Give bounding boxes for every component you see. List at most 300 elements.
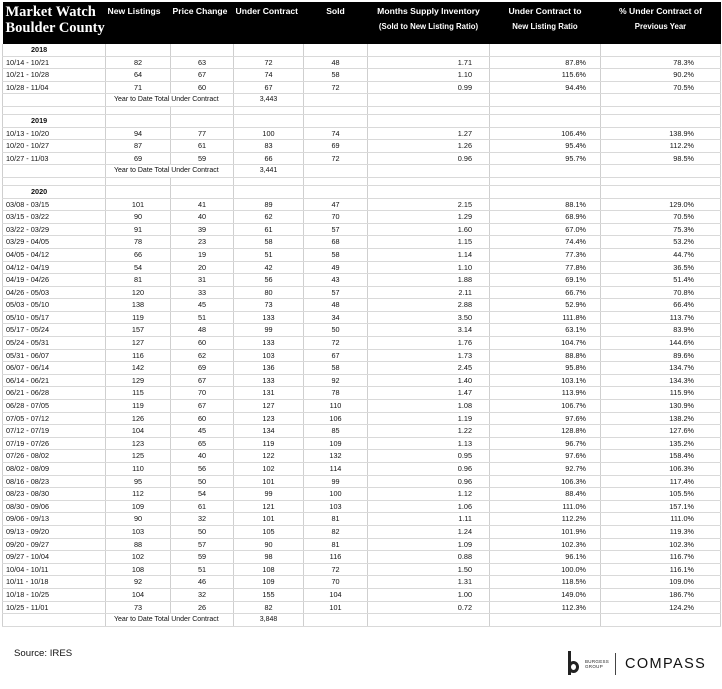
empty-cell — [368, 614, 490, 627]
under-contract-cell: 61 — [234, 223, 304, 236]
col-pct-prev-line1: % Under Contract of — [618, 6, 703, 16]
pct-prev-year-cell: 117.4% — [601, 475, 721, 488]
empty-cell — [490, 114, 601, 127]
ytd-total-value: 3,443 — [234, 94, 304, 107]
table-row — [3, 463, 721, 476]
table-row — [3, 140, 721, 153]
table-row — [3, 425, 721, 438]
empty-cell — [490, 106, 601, 114]
new-listings-cell: 88 — [106, 538, 171, 551]
week-range-cell: 09/06 - 09/13 — [3, 513, 106, 526]
uc-ratio-cell: 67.0% — [490, 223, 601, 236]
sold-cell: 81 — [304, 538, 368, 551]
sold-cell: 72 — [304, 563, 368, 576]
sold-cell: 92 — [304, 374, 368, 387]
pct-prev-year-cell: 102.3% — [601, 538, 721, 551]
new-listings-cell: 138 — [106, 299, 171, 312]
week-range-cell: 03/29 - 04/05 — [3, 236, 106, 249]
uc-ratio-cell: 106.3% — [490, 475, 601, 488]
empty-cell — [304, 614, 368, 627]
new-listings-cell: 115 — [106, 387, 171, 400]
uc-ratio-cell: 96.1% — [490, 551, 601, 564]
empty-cell — [601, 94, 721, 107]
year-label: 2019 — [3, 114, 106, 127]
empty-cell — [490, 44, 601, 56]
months-supply-cell: 0.96 — [368, 463, 490, 476]
sold-cell: 50 — [304, 324, 368, 337]
empty-cell — [171, 177, 234, 185]
months-supply-cell: 1.50 — [368, 563, 490, 576]
price-change-cell: 50 — [171, 475, 234, 488]
empty-cell — [304, 106, 368, 114]
empty-cell — [368, 106, 490, 114]
uc-ratio-cell: 63.1% — [490, 324, 601, 337]
uc-ratio-cell: 77.8% — [490, 261, 601, 274]
empty-cell — [171, 44, 234, 56]
new-listings-cell: 54 — [106, 261, 171, 274]
new-listings-cell: 123 — [106, 437, 171, 450]
pct-prev-year-cell: 158.4% — [601, 450, 721, 463]
pct-prev-year-cell: 70.5% — [601, 211, 721, 224]
empty-cell — [106, 106, 171, 114]
new-listings-cell: 82 — [106, 56, 171, 69]
sold-cell: 48 — [304, 56, 368, 69]
under-contract-cell: 133 — [234, 311, 304, 324]
week-range-cell: 05/24 - 05/31 — [3, 337, 106, 350]
new-listings-cell: 102 — [106, 551, 171, 564]
uc-ratio-cell: 106.4% — [490, 127, 601, 140]
price-change-cell: 60 — [171, 337, 234, 350]
week-range-cell: 09/27 - 10/04 — [3, 551, 106, 564]
price-change-cell: 46 — [171, 576, 234, 589]
months-supply-cell: 1.29 — [368, 211, 490, 224]
table-row — [3, 198, 721, 211]
year-row — [3, 44, 721, 56]
under-contract-cell: 74 — [234, 69, 304, 82]
empty-cell — [171, 114, 234, 127]
col-uc-ratio-line2: New Listing Ratio — [512, 22, 578, 31]
year-label: 2018 — [3, 44, 106, 56]
week-range-cell: 10/20 - 10/27 — [3, 140, 106, 153]
empty-cell — [601, 185, 721, 198]
sold-cell: 110 — [304, 400, 368, 413]
price-change-cell: 62 — [171, 349, 234, 362]
pct-prev-year-cell: 134.7% — [601, 362, 721, 375]
new-listings-cell: 104 — [106, 425, 171, 438]
empty-cell — [3, 106, 106, 114]
pct-prev-year-cell: 53.2% — [601, 236, 721, 249]
week-range-cell: 04/05 - 04/12 — [3, 248, 106, 261]
sold-cell: 72 — [304, 152, 368, 165]
empty-cell — [304, 94, 368, 107]
uc-ratio-cell: 106.7% — [490, 400, 601, 413]
sold-cell: 43 — [304, 274, 368, 287]
new-listings-cell: 142 — [106, 362, 171, 375]
week-range-cell: 08/30 - 09/06 — [3, 500, 106, 513]
price-change-cell: 26 — [171, 601, 234, 614]
months-supply-cell: 1.14 — [368, 248, 490, 261]
months-supply-cell: 1.40 — [368, 374, 490, 387]
week-range-cell: 10/25 - 11/01 — [3, 601, 106, 614]
week-range-cell: 10/27 - 11/03 — [3, 152, 106, 165]
months-supply-cell: 1.06 — [368, 500, 490, 513]
week-range-cell: 06/28 - 07/05 — [3, 400, 106, 413]
uc-ratio-cell: 95.4% — [490, 140, 601, 153]
week-range-cell: 04/12 - 04/19 — [3, 261, 106, 274]
table-row — [3, 349, 721, 362]
burgess-group-wordmark: BURGESS GROUP — [585, 659, 610, 669]
price-change-cell: 48 — [171, 324, 234, 337]
new-listings-cell: 119 — [106, 400, 171, 413]
year-row — [3, 185, 721, 198]
empty-cell — [234, 185, 304, 198]
price-change-cell: 19 — [171, 248, 234, 261]
sold-cell: 72 — [304, 337, 368, 350]
empty-cell — [234, 177, 304, 185]
empty-cell — [601, 614, 721, 627]
sold-cell: 82 — [304, 525, 368, 538]
pct-prev-year-cell: 130.9% — [601, 400, 721, 413]
months-supply-cell: 1.27 — [368, 127, 490, 140]
col-new-listings: New Listings — [106, 2, 171, 44]
price-change-cell: 60 — [171, 412, 234, 425]
week-range-cell: 10/13 - 10/20 — [3, 127, 106, 140]
price-change-cell: 33 — [171, 286, 234, 299]
sold-cell: 57 — [304, 286, 368, 299]
new-listings-cell: 126 — [106, 412, 171, 425]
sold-cell: 72 — [304, 81, 368, 94]
sold-cell: 34 — [304, 311, 368, 324]
price-change-cell: 39 — [171, 223, 234, 236]
months-supply-cell: 1.47 — [368, 387, 490, 400]
price-change-cell: 20 — [171, 261, 234, 274]
new-listings-cell: 81 — [106, 274, 171, 287]
empty-cell — [3, 177, 106, 185]
price-change-cell: 61 — [171, 140, 234, 153]
uc-ratio-cell: 96.7% — [490, 437, 601, 450]
pct-prev-year-cell: 115.9% — [601, 387, 721, 400]
ytd-total-row — [3, 614, 721, 627]
empty-cell — [304, 165, 368, 178]
pct-prev-year-cell: 129.0% — [601, 198, 721, 211]
new-listings-cell: 119 — [106, 311, 171, 324]
empty-cell — [304, 185, 368, 198]
new-listings-cell: 157 — [106, 324, 171, 337]
empty-cell — [490, 94, 601, 107]
under-contract-cell: 133 — [234, 337, 304, 350]
uc-ratio-cell: 103.1% — [490, 374, 601, 387]
months-supply-cell: 3.50 — [368, 311, 490, 324]
burgess-group-logo-icon — [565, 651, 583, 677]
uc-ratio-cell: 118.5% — [490, 576, 601, 589]
months-supply-cell: 1.60 — [368, 223, 490, 236]
empty-cell — [106, 185, 171, 198]
table-row — [3, 437, 721, 450]
ytd-total-row — [3, 165, 721, 178]
new-listings-cell: 95 — [106, 475, 171, 488]
months-supply-cell: 2.45 — [368, 362, 490, 375]
week-range-cell: 03/08 - 03/15 — [3, 198, 106, 211]
new-listings-cell: 103 — [106, 525, 171, 538]
price-change-cell: 40 — [171, 450, 234, 463]
months-supply-cell: 1.19 — [368, 412, 490, 425]
empty-cell — [490, 177, 601, 185]
empty-cell — [106, 44, 171, 56]
sold-cell: 70 — [304, 576, 368, 589]
price-change-cell: 59 — [171, 551, 234, 564]
empty-cell — [368, 177, 490, 185]
market-watch-sheet — [2, 2, 720, 627]
new-listings-cell: 110 — [106, 463, 171, 476]
week-range-cell: 09/13 - 09/20 — [3, 525, 106, 538]
empty-cell — [304, 177, 368, 185]
week-range-cell: 10/14 - 10/21 — [3, 56, 106, 69]
table-row — [3, 563, 721, 576]
under-contract-cell: 133 — [234, 374, 304, 387]
empty-cell — [171, 106, 234, 114]
price-change-cell: 54 — [171, 488, 234, 501]
under-contract-cell: 62 — [234, 211, 304, 224]
sold-cell: 47 — [304, 198, 368, 211]
sold-cell: 116 — [304, 551, 368, 564]
months-supply-cell: 0.96 — [368, 475, 490, 488]
new-listings-cell: 69 — [106, 152, 171, 165]
uc-ratio-cell: 115.6% — [490, 69, 601, 82]
price-change-cell: 31 — [171, 274, 234, 287]
months-supply-cell: 3.14 — [368, 324, 490, 337]
under-contract-cell: 105 — [234, 525, 304, 538]
table-row — [3, 337, 721, 350]
new-listings-cell: 87 — [106, 140, 171, 153]
under-contract-cell: 109 — [234, 576, 304, 589]
sold-cell: 132 — [304, 450, 368, 463]
months-supply-cell: 0.99 — [368, 81, 490, 94]
uc-ratio-cell: 74.4% — [490, 236, 601, 249]
week-range-cell: 07/26 - 08/02 — [3, 450, 106, 463]
sold-cell: 58 — [304, 248, 368, 261]
table-row — [3, 261, 721, 274]
week-range-cell: 08/16 - 08/23 — [3, 475, 106, 488]
months-supply-cell: 1.26 — [368, 140, 490, 153]
under-contract-cell: 90 — [234, 538, 304, 551]
uc-ratio-cell: 113.9% — [490, 387, 601, 400]
pct-prev-year-cell: 66.4% — [601, 299, 721, 312]
uc-ratio-cell: 100.0% — [490, 563, 601, 576]
week-range-cell: 05/31 - 06/07 — [3, 349, 106, 362]
under-contract-cell: 83 — [234, 140, 304, 153]
ytd-label: Year to Date Total Under Contract — [106, 94, 234, 107]
empty-cell — [368, 165, 490, 178]
months-supply-cell: 0.88 — [368, 551, 490, 564]
year-label: 2020 — [3, 185, 106, 198]
price-change-cell: 45 — [171, 425, 234, 438]
months-supply-cell: 1.88 — [368, 274, 490, 287]
pct-prev-year-cell: 138.9% — [601, 127, 721, 140]
table-row — [3, 538, 721, 551]
months-supply-cell: 1.08 — [368, 400, 490, 413]
table-row — [3, 601, 721, 614]
table-row — [3, 551, 721, 564]
week-range-cell: 06/07 - 06/14 — [3, 362, 106, 375]
pct-prev-year-cell: 127.6% — [601, 425, 721, 438]
table-row — [3, 374, 721, 387]
under-contract-cell: 89 — [234, 198, 304, 211]
new-listings-cell: 73 — [106, 601, 171, 614]
uc-ratio-cell: 92.7% — [490, 463, 601, 476]
sold-cell: 114 — [304, 463, 368, 476]
brand-divider — [615, 653, 616, 675]
months-supply-cell: 1.10 — [368, 69, 490, 82]
sold-cell: 48 — [304, 299, 368, 312]
table-row — [3, 299, 721, 312]
sold-cell: 49 — [304, 261, 368, 274]
under-contract-cell: 134 — [234, 425, 304, 438]
week-range-cell: 10/21 - 10/28 — [3, 69, 106, 82]
under-contract-cell: 102 — [234, 463, 304, 476]
under-contract-cell: 103 — [234, 349, 304, 362]
price-change-cell: 70 — [171, 387, 234, 400]
price-change-cell: 50 — [171, 525, 234, 538]
col-months-supply-line2: (Sold to New Listing Ratio) — [378, 22, 479, 31]
uc-ratio-cell: 111.8% — [490, 311, 601, 324]
table-row — [3, 152, 721, 165]
empty-cell — [601, 114, 721, 127]
under-contract-cell: 82 — [234, 601, 304, 614]
table-row — [3, 311, 721, 324]
months-supply-cell: 1.11 — [368, 513, 490, 526]
uc-ratio-cell: 97.6% — [490, 450, 601, 463]
pct-prev-year-cell: 89.6% — [601, 349, 721, 362]
col-uc-ratio — [490, 2, 601, 44]
months-supply-cell: 1.12 — [368, 488, 490, 501]
empty-cell — [3, 94, 106, 107]
ytd-total-row — [3, 94, 721, 107]
under-contract-cell: 136 — [234, 362, 304, 375]
pct-prev-year-cell: 112.2% — [601, 140, 721, 153]
new-listings-cell: 101 — [106, 198, 171, 211]
week-range-cell: 05/03 - 05/10 — [3, 299, 106, 312]
week-range-cell: 09/20 - 09/27 — [3, 538, 106, 551]
week-range-cell: 06/21 - 06/28 — [3, 387, 106, 400]
col-under-contract: Under Contract — [234, 2, 304, 44]
table-row — [3, 127, 721, 140]
sold-cell: 85 — [304, 425, 368, 438]
week-range-cell: 05/17 - 05/24 — [3, 324, 106, 337]
months-supply-cell: 1.10 — [368, 261, 490, 274]
pct-prev-year-cell: 157.1% — [601, 500, 721, 513]
market-watch-table — [2, 2, 721, 627]
pct-prev-year-cell: 119.3% — [601, 525, 721, 538]
empty-cell — [490, 185, 601, 198]
months-supply-cell: 0.72 — [368, 601, 490, 614]
table-row — [3, 69, 721, 82]
new-listings-cell: 91 — [106, 223, 171, 236]
uc-ratio-cell: 112.3% — [490, 601, 601, 614]
uc-ratio-cell: 101.9% — [490, 525, 601, 538]
uc-ratio-cell: 102.3% — [490, 538, 601, 551]
empty-cell — [490, 614, 601, 627]
under-contract-cell: 56 — [234, 274, 304, 287]
pct-prev-year-cell: 105.5% — [601, 488, 721, 501]
empty-cell — [368, 185, 490, 198]
empty-cell — [3, 165, 106, 178]
new-listings-cell: 129 — [106, 374, 171, 387]
uc-ratio-cell: 88.4% — [490, 488, 601, 501]
uc-ratio-cell: 128.8% — [490, 425, 601, 438]
pct-prev-year-cell: 144.6% — [601, 337, 721, 350]
table-row — [3, 588, 721, 601]
uc-ratio-cell: 66.7% — [490, 286, 601, 299]
col-months-supply — [368, 2, 490, 44]
months-supply-cell: 1.09 — [368, 538, 490, 551]
table-body — [3, 44, 721, 626]
empty-cell — [601, 165, 721, 178]
uc-ratio-cell: 87.8% — [490, 56, 601, 69]
pct-prev-year-cell: 51.4% — [601, 274, 721, 287]
price-change-cell: 67 — [171, 374, 234, 387]
price-change-cell: 63 — [171, 56, 234, 69]
new-listings-cell: 71 — [106, 81, 171, 94]
pct-prev-year-cell: 78.3% — [601, 56, 721, 69]
sold-cell: 104 — [304, 588, 368, 601]
uc-ratio-cell: 95.8% — [490, 362, 601, 375]
uc-ratio-cell: 97.6% — [490, 412, 601, 425]
empty-cell — [234, 106, 304, 114]
empty-cell — [368, 114, 490, 127]
empty-cell — [106, 114, 171, 127]
week-range-cell: 03/15 - 03/22 — [3, 211, 106, 224]
under-contract-cell: 127 — [234, 400, 304, 413]
title-line-1: Market Watch — [5, 4, 96, 20]
table-row — [3, 525, 721, 538]
uc-ratio-cell: 94.4% — [490, 81, 601, 94]
table-row — [3, 475, 721, 488]
new-listings-cell: 116 — [106, 349, 171, 362]
empty-cell — [601, 44, 721, 56]
sold-cell: 81 — [304, 513, 368, 526]
price-change-cell: 69 — [171, 362, 234, 375]
table-row — [3, 236, 721, 249]
empty-cell — [106, 177, 171, 185]
pct-prev-year-cell: 83.9% — [601, 324, 721, 337]
empty-cell — [368, 94, 490, 107]
pct-prev-year-cell: 134.3% — [601, 374, 721, 387]
new-listings-cell: 66 — [106, 248, 171, 261]
pct-prev-year-cell: 138.2% — [601, 412, 721, 425]
table-row — [3, 488, 721, 501]
months-supply-cell: 1.15 — [368, 236, 490, 249]
price-change-cell: 59 — [171, 152, 234, 165]
months-supply-cell: 1.13 — [368, 437, 490, 450]
title-line-2: Boulder County — [5, 20, 105, 36]
under-contract-cell: 155 — [234, 588, 304, 601]
col-months-supply-line1: Months Supply Inventory — [377, 6, 480, 16]
months-supply-cell: 1.22 — [368, 425, 490, 438]
sold-cell: 70 — [304, 211, 368, 224]
price-change-cell: 32 — [171, 588, 234, 601]
under-contract-cell: 121 — [234, 500, 304, 513]
price-change-cell: 51 — [171, 311, 234, 324]
uc-ratio-cell: 104.7% — [490, 337, 601, 350]
table-row — [3, 324, 721, 337]
uc-ratio-cell: 68.9% — [490, 211, 601, 224]
col-sold: Sold — [304, 2, 368, 44]
section-gap — [3, 106, 721, 114]
new-listings-cell: 112 — [106, 488, 171, 501]
under-contract-cell: 73 — [234, 299, 304, 312]
table-row — [3, 576, 721, 589]
year-row — [3, 114, 721, 127]
